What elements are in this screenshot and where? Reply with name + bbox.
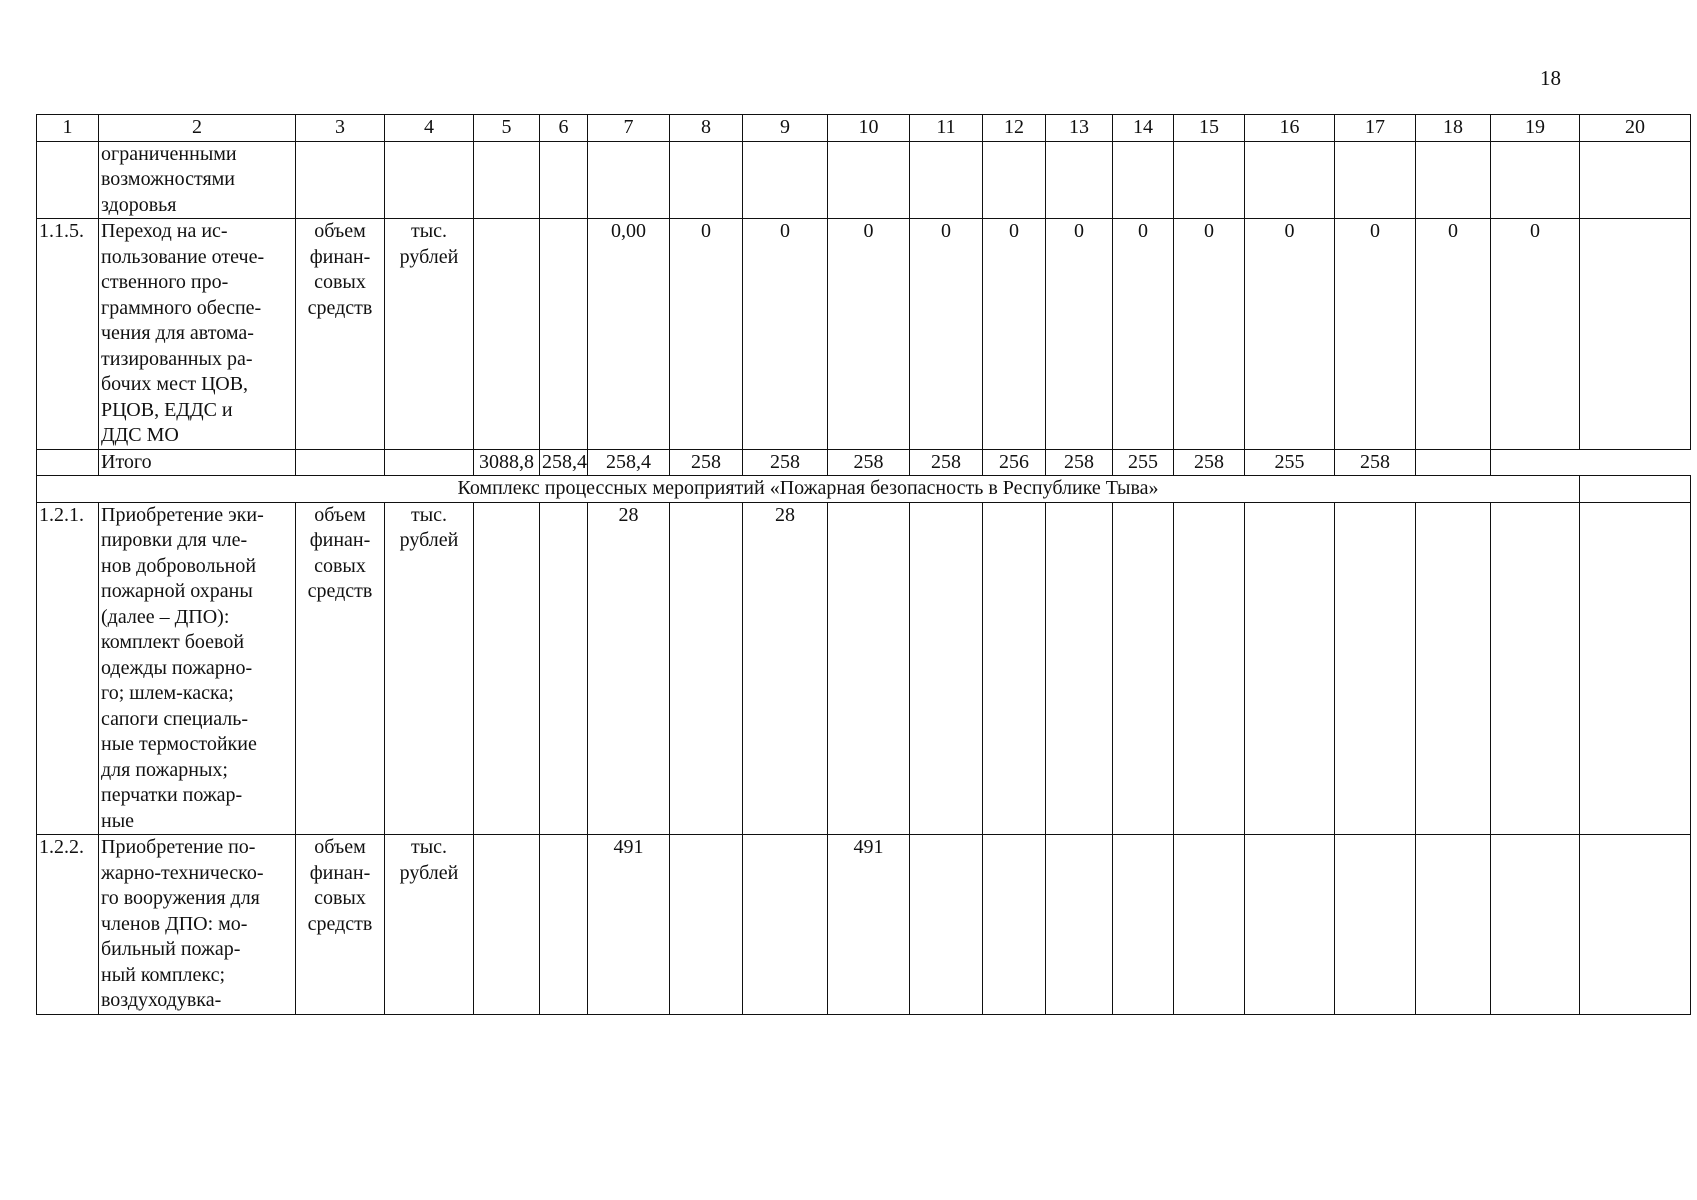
table-row xyxy=(37,141,1691,219)
value-cell xyxy=(1113,141,1174,219)
row-code: 1.2.2. xyxy=(37,835,99,1015)
value-cell xyxy=(1245,835,1335,1015)
value-cell xyxy=(910,835,983,1015)
value-cell xyxy=(1174,502,1245,835)
value-cell: 0 xyxy=(910,219,983,450)
value-cell xyxy=(828,141,910,219)
value-cell: 491 xyxy=(828,835,910,1015)
column-number: 14 xyxy=(1113,115,1174,142)
column-number: 8 xyxy=(670,115,743,142)
total-value: 255 xyxy=(1245,449,1335,476)
value-cell xyxy=(1335,502,1416,835)
total-code xyxy=(37,449,99,476)
value-cell xyxy=(1245,502,1335,835)
value-cell xyxy=(910,141,983,219)
column-number: 18 xyxy=(1416,115,1491,142)
value-cell: 491 xyxy=(588,835,670,1015)
value-cell: 0 xyxy=(1416,219,1491,450)
value-cell: 0 xyxy=(983,219,1046,450)
total-value xyxy=(1416,449,1491,476)
value-cell xyxy=(1491,141,1580,219)
value-cell: 0 xyxy=(1113,219,1174,450)
table-row xyxy=(37,219,1691,450)
value-cell xyxy=(1416,502,1491,835)
row-unit xyxy=(385,141,474,219)
total-value xyxy=(296,449,385,476)
value-cell xyxy=(1416,835,1491,1015)
total-row xyxy=(37,449,1691,476)
value-cell xyxy=(540,219,588,450)
column-number: 15 xyxy=(1174,115,1245,142)
value-cell xyxy=(588,141,670,219)
value-cell: 0,00 xyxy=(588,219,670,450)
value-cell xyxy=(983,502,1046,835)
row-indicator: объем финан- совых средств xyxy=(296,219,385,450)
total-value: 258 xyxy=(910,449,983,476)
value-cell: 0 xyxy=(1046,219,1113,450)
row-name: ограниченными возможностями здоровья xyxy=(99,141,296,219)
section-last-cell xyxy=(1580,476,1691,503)
value-cell xyxy=(540,502,588,835)
section-title: Комплекс процессных мероприятий «Пожарная безопасность в Республике Тыва» xyxy=(37,476,1580,503)
row-indicator: объем финан- совых средств xyxy=(296,502,385,835)
column-number: 17 xyxy=(1335,115,1416,142)
value-cell xyxy=(1335,141,1416,219)
column-number: 7 xyxy=(588,115,670,142)
column-number: 9 xyxy=(743,115,828,142)
table-row xyxy=(37,835,1691,1015)
total-value: 258 xyxy=(1046,449,1113,476)
column-number: 11 xyxy=(910,115,983,142)
row-indicator: объем финан- совых средств xyxy=(296,835,385,1015)
value-cell: 0 xyxy=(828,219,910,450)
total-value: 258 xyxy=(743,449,828,476)
value-cell: 0 xyxy=(670,219,743,450)
value-cell xyxy=(743,141,828,219)
total-value: 3088,8 xyxy=(474,449,540,476)
value-cell xyxy=(910,502,983,835)
value-cell xyxy=(1113,502,1174,835)
row-unit: тыс. рублей xyxy=(385,219,474,450)
value-cell xyxy=(540,835,588,1015)
value-cell: 0 xyxy=(1335,219,1416,450)
column-number: 19 xyxy=(1491,115,1580,142)
row-code: 1.1.5. xyxy=(37,219,99,450)
value-cell xyxy=(1580,219,1691,450)
value-cell: 0 xyxy=(1491,219,1580,450)
value-cell xyxy=(983,141,1046,219)
value-cell: 28 xyxy=(588,502,670,835)
row-indicator xyxy=(296,141,385,219)
table-row xyxy=(37,502,1691,835)
column-number: 5 xyxy=(474,115,540,142)
total-value: 256 xyxy=(983,449,1046,476)
total-value: 258,4 xyxy=(588,449,670,476)
program-table xyxy=(36,114,1691,1015)
row-code xyxy=(37,141,99,219)
value-cell xyxy=(983,835,1046,1015)
value-cell xyxy=(670,835,743,1015)
value-cell xyxy=(1174,141,1245,219)
value-cell xyxy=(1580,502,1691,835)
total-value: 258 xyxy=(828,449,910,476)
value-cell xyxy=(1113,835,1174,1015)
total-value: 255 xyxy=(1113,449,1174,476)
total-value: 258 xyxy=(1335,449,1416,476)
value-cell xyxy=(1580,835,1691,1015)
value-cell xyxy=(1416,141,1491,219)
value-cell: 0 xyxy=(1174,219,1245,450)
row-unit: тыс. рублей xyxy=(385,502,474,835)
value-cell xyxy=(828,502,910,835)
value-cell xyxy=(1046,835,1113,1015)
column-number: 1 xyxy=(37,115,99,142)
value-cell xyxy=(1174,835,1245,1015)
total-value: 258 xyxy=(670,449,743,476)
column-number: 20 xyxy=(1580,115,1691,142)
value-cell xyxy=(1491,502,1580,835)
row-name: Приобретение по- жарно-техническо- го вооружения для членов ДПО: мо- бильный пожар- ный комплекс; воздуходувка- xyxy=(99,835,296,1015)
value-cell: 0 xyxy=(743,219,828,450)
value-cell xyxy=(474,835,540,1015)
total-value xyxy=(385,449,474,476)
row-code: 1.2.1. xyxy=(37,502,99,835)
row-name: Приобретение эки- пировки для чле- нов добровольной пожарной охраны (далее – ДПО): комплект боевой одежды пожарно- го; шлем-каска; сапоги специаль- ные термостойкие для пожарных; перчатки пожар- ные xyxy=(99,502,296,835)
column-number: 3 xyxy=(296,115,385,142)
column-number: 10 xyxy=(828,115,910,142)
column-number: 12 xyxy=(983,115,1046,142)
column-number: 13 xyxy=(1046,115,1113,142)
page-number: 18 xyxy=(1540,66,1561,90)
value-cell: 28 xyxy=(743,502,828,835)
value-cell xyxy=(1046,502,1113,835)
value-cell xyxy=(474,219,540,450)
value-cell: 0 xyxy=(1245,219,1335,450)
value-cell xyxy=(474,502,540,835)
value-cell xyxy=(670,502,743,835)
value-cell xyxy=(670,141,743,219)
column-number: 2 xyxy=(99,115,296,142)
column-number: 16 xyxy=(1245,115,1335,142)
total-value: 258 xyxy=(1174,449,1245,476)
value-cell xyxy=(1245,141,1335,219)
value-cell xyxy=(1046,141,1113,219)
value-cell xyxy=(540,141,588,219)
column-number: 4 xyxy=(385,115,474,142)
value-cell xyxy=(743,835,828,1015)
row-name: Переход на ис- пользование отече- ственного про- граммного обеспе- чения для автома- тизированных ра- бочих мест ЦОВ, РЦОВ, ЕДДС и ДДС МО xyxy=(99,219,296,450)
row-unit: тыс. рублей xyxy=(385,835,474,1015)
column-number-row xyxy=(37,115,1691,142)
value-cell xyxy=(1335,835,1416,1015)
total-label: Итого xyxy=(99,449,296,476)
value-cell xyxy=(1580,141,1691,219)
value-cell xyxy=(474,141,540,219)
value-cell xyxy=(1491,835,1580,1015)
section-row xyxy=(37,476,1691,503)
column-number: 6 xyxy=(540,115,588,142)
total-value: 258,4 xyxy=(540,449,588,476)
